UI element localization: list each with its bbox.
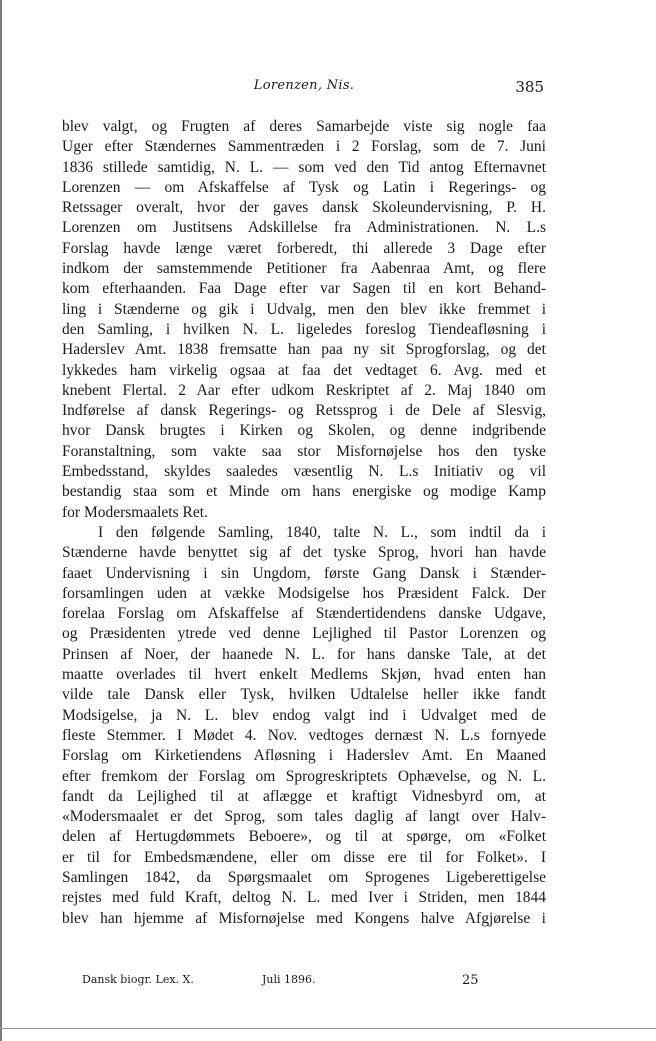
text-line: bestandig staa som et Minde om hans energiske og modige Kamp	[62, 483, 546, 501]
text-line: Retssager overalt, hvor der gaves dansk Skoleundervisning, P. H.	[62, 199, 546, 217]
text-line: Foranstaltning, som vakte saa stor Misfornøjelse hos den tyske	[62, 442, 546, 460]
text-line: Samlingen 1842, da Spørgsmaalet om Sprogenes Ligeberettigelse	[62, 868, 546, 886]
text-line: Uger efter Stændernes Sammentræden i 2 Forslag, som de 7. Juni	[62, 138, 546, 156]
text-line: knebent Flertal. 2 Aar efter udkom Reskriptet af 2. Maj 1840 om	[62, 381, 546, 399]
text-line: I den følgende Samling, 1840, talte N. L., som indtil da i	[98, 523, 546, 541]
text-line: og Præsidenten ytrede ved denne Lejlighed til Pastor Lorenzen og	[62, 625, 546, 643]
text-line: blev han hjemme af Misfornøjelse med Kongens halve Afgjørelse i	[62, 909, 546, 927]
text-line: Stænderne havde benyttet sig af det tyske Sprog, hvori han havde	[62, 544, 546, 562]
text-line: fleste Stemmer. I Mødet 4. Nov. vedtoges dernæst N. L.s fornyede	[62, 726, 546, 744]
text-line: Lorenzen om Justitsens Adskillelse fra Administrationen. N. L.s	[62, 219, 546, 237]
text-line: ling i Stænderne og gik i Udvalg, men den blev ikke fremmet i	[62, 300, 546, 318]
page-number: 385	[515, 78, 544, 96]
text-line: Lorenzen — om Afskaffelse af Tysk og Latin i Regerings- og	[62, 178, 546, 196]
text-line: indkom der samstemmende Petitioner fra Aabenraa Amt, og flere	[62, 260, 546, 278]
footer-date: Juli 1896.	[262, 973, 316, 986]
body-text	[62, 117, 546, 929]
text-line: er til for Embedsmændene, eller om disse ere til for Folket». I	[62, 848, 546, 866]
signature-mark: 25	[462, 973, 479, 988]
text-line: delen af Hertugdømmets Beboere», og til at spørge, om «Folket	[62, 828, 546, 846]
text-line: «Modersmaalet er det Sprog, som tales daglig af langt over Halv-	[62, 808, 546, 826]
text-line: Haderslev Amt. 1838 fremsatte han paa ny sit Sprogforslag, og det	[62, 341, 546, 359]
text-line: Modsigelse, ja N. L. blev endog valgt ind i Udvalget med de	[62, 706, 546, 724]
text-line: forelaa Forslag om Afskaffelse af Stændertidendens danske Udgave,	[62, 605, 546, 623]
text-line: efter fremkom der Forslag om Sprogreskriptets Ophævelse, og N. L.	[62, 767, 546, 785]
text-line: Indførelse af dansk Regerings- og Retssprog i de Dele af Slesvig,	[62, 402, 546, 420]
text-line: for Modersmaalets Ret.	[62, 503, 208, 521]
text-line: vilde tale Dansk eller Tysk, hvilken Udtalelse heller ikke fandt	[62, 686, 546, 704]
text-line: forsamlingen uden at vække Modsigelse hos Præsident Falck. Der	[62, 584, 546, 602]
text-line: den Samling, i hvilken N. L. ligeledes foreslog Tiendeafløsning i	[62, 320, 546, 338]
text-line: Prinsen af Noer, der haanede N. L. for hans danske Tale, at det	[62, 645, 546, 663]
text-line: lykkedes ham virkelig ogsaa at faa det vedtaget 6. Avg. med et	[62, 361, 546, 379]
running-title: Lorenzen, Nis.	[253, 78, 355, 93]
text-line: hvor Dansk brugtes i Kirken og Skolen, og denne indgribende	[62, 422, 546, 440]
page-bottom-edge	[0, 1028, 656, 1029]
text-line: kom efterhaanden. Faa Dage efter var Sagen til en kort Behand-	[62, 280, 546, 298]
text-line: Embedsstand, skyldes saaledes væsentlig N. L.s Initiativ og vil	[62, 463, 546, 481]
text-line: fandt da Lejlighed til at aflægge et kraftigt Vidnesbyrd om, at	[62, 787, 546, 805]
footer-source: Dansk biogr. Lex. X.	[82, 973, 194, 986]
page-footer	[82, 973, 502, 991]
text-line: Forslag om Kirketiendens Afløsning i Haderslev Amt. En Maaned	[62, 747, 546, 765]
page-header	[62, 78, 546, 100]
text-line: rejstes med fuld Kraft, deltog N. L. med Iver i Striden, men 1844	[62, 889, 546, 907]
text-line: blev valgt, og Frugten af deres Samarbejde viste sig nogle faa	[62, 118, 546, 135]
text-line: faaet Undervisning i sin Ungdom, første Gang Dansk i Stænder-	[62, 564, 546, 582]
page-edge-line	[0, 0, 8, 1041]
text-line: 1836 stillede samtidig, N. L. — som ved den Tid antog Efternavnet	[62, 158, 546, 176]
text-line: Forslag havde længe været forberedt, thi allerede 3 Dage efter	[62, 239, 546, 257]
text-line: maatte overlades til hvert enkelt Medlems Skjøn, hvad enten han	[62, 666, 546, 684]
